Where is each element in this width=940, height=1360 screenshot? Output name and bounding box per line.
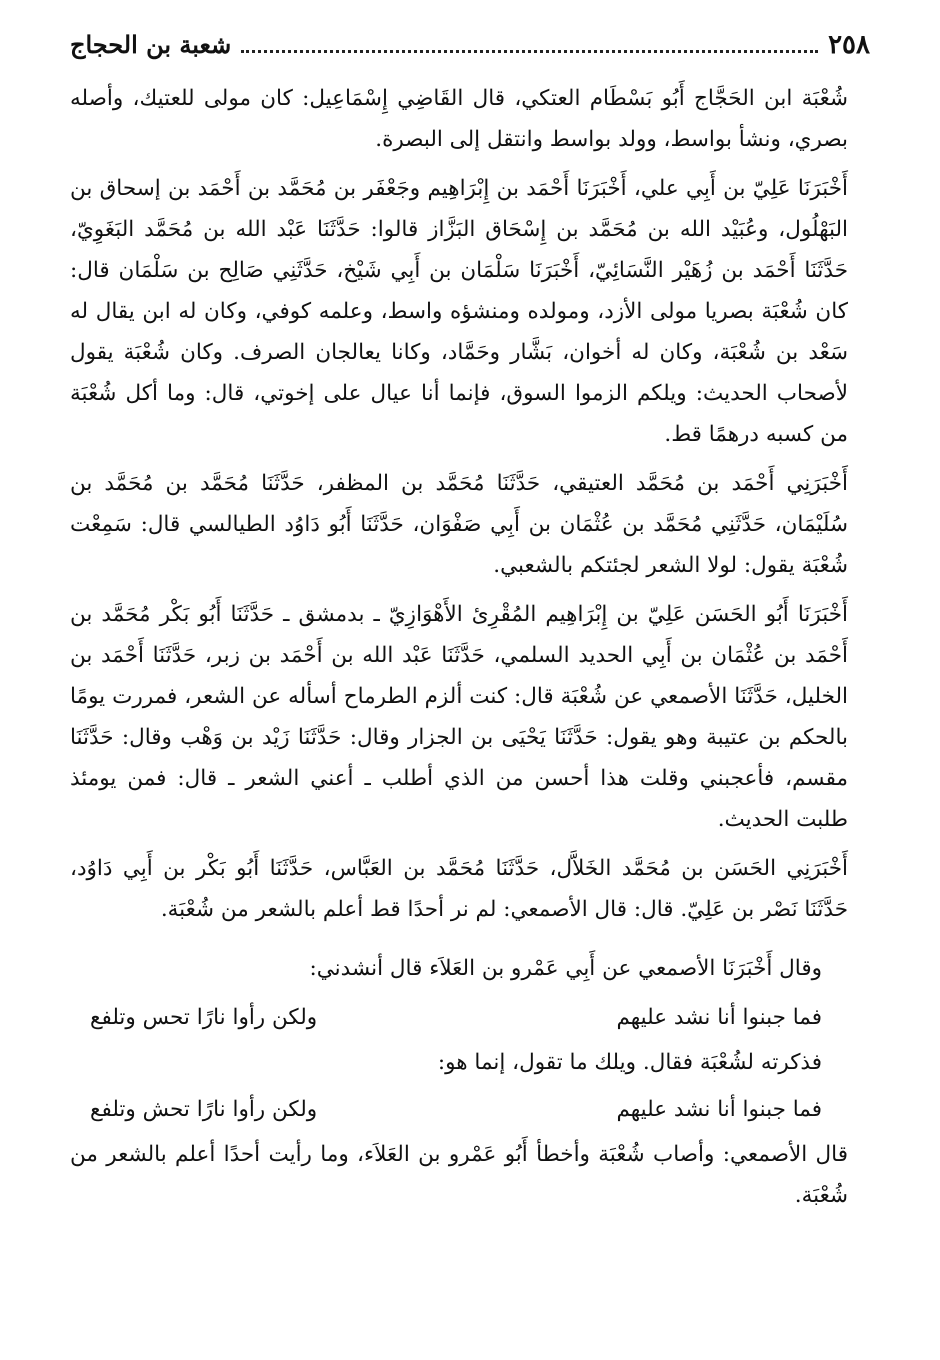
verse-line-1 (70, 997, 848, 1038)
paragraph: أَخْبَرَنِي أَحْمَد بن مُحَمَّد العتيقي، حَدَّثَنَا مُحَمَّد بن المظفر، حَدَّثَنَا مُحَمَّد بن مُحَمَّد بن سُلَيْمَان، حَدَّثَنِي مُحَمَّد بن عُثْمَان بن أَبِي صَفْوَان، حَدَّثَنَا أَبُو دَاوُد الطيالسي قال: سَمِعْت شُعْبَة يقول: لولا الشعر لجئتكم بالشعبي. (70, 471, 848, 578)
verse-hemistich-first: فما جبنوا أنا نشد عليهم (616, 1005, 822, 1030)
verse-line-2 (70, 1089, 848, 1130)
verse-hemistich-first: فما جبنوا أنا نشد عليهم (616, 1097, 822, 1122)
page-body (70, 78, 848, 1224)
verse-comment: فذكرته لشُعْبَة فقال. ويلك ما تقول، إنما هو: (437, 1050, 822, 1075)
verse-hemistich-second: ولكن رأوا نارًا تحش وتلفع (90, 1097, 318, 1122)
paragraph: أَخْبَرَنَا أَبُو الحَسَن عَلِيّ بن إِبْرَاهِيم المُقْرِئ الأَهْوَازِيّ ـ بدمشق ـ حَدَّثَنَا أَبُو بَكْر مُحَمَّد بن أَحْمَد بن عُثْمَان بن أَبِي الحديد السلمي، حَدَّثَنَا عَبْد الله بن أَحْمَد بن زبر، حَدَّثَنَا أَحْمَد بن الخليل، حَدَّثَنَا الأصمعي عن شُعْبَة قال: كنت ألزم الطرماح أسأله عن الشعر، فمررت يومًا بالحكم بن عتيبة وهو يقول: حَدَّثَنَا يَحْيَى بن الجزار وقال: حَدَّثَنَا زَيْد بن وَهْب وقال: حَدَّثَنَا مقسم، فأعجبني وقلت هذا أحسن من الذي أطلب ـ أعني الشعر ـ قال: فمن يومئذ طلبت الحديث. (70, 602, 848, 832)
running-head (70, 30, 870, 60)
dotted-leader (241, 50, 818, 53)
verse-hemistich-second: ولكن رأوا نارًا تحس وتلفع (90, 1005, 318, 1030)
chapter-title: شعبة بن الحجاج (70, 30, 232, 59)
closing-paragraph: قال الأصمعي: وأصاب شُعْبَة وأخطأ أَبُو عَمْرو بن العَلاَء، وما رأيت أحدًا أعلم بالشعر من شُعْبَة. (70, 1142, 848, 1208)
paragraph: أَخْبَرَنِي الحَسَن بن مُحَمَّد الخَلاَّل، حَدَّثَنَا مُحَمَّد بن العَبَّاس، حَدَّثَنَا أَبُو بَكْر بن أَبِي دَاوُد، حَدَّثَنَا نَصْر بن عَلِيّ. قال: قال الأصمعي: لم نر أحدًا قط أعلم بالشعر من شُعْبَة. (70, 856, 848, 922)
verse-intro: وقال أَخْبَرَنَا الأصمعي عن أَبِي عَمْرو بن العَلاَء قال أنشدني: (309, 956, 822, 981)
paragraph: أَخْبَرَنَا عَلِيّ بن أَبِي علي، أَخْبَرَنَا أَحْمَد بن إِبْرَاهِيم وجَعْفَر بن مُحَمَّد بن أَحْمَد بن إسحاق بن البَهْلُول، وعُبَيْد الله بن مُحَمَّد بن إِسْحَاق البَزَّاز قالوا: حَدَّثَنَا عَبْد الله بن مُحَمَّد البَغَوِيّ، حَدَّثَنَا أَحْمَد بن زُهَيْر النَّسَائِيّ، أَخْبَرَنَا سَلْمَان بن أَبِي شَيْخ، حَدَّثَنِي صَالِح بن سَلْمَان قال: كان شُعْبَة بصريا مولى الأزد، ومولده ومنشؤه واسط، وعلمه كوفي، وكان له ابن يقال له سَعْد بن شُعْبَة، وكان له أخوان، بَشَّار وحَمَّاد، وكانا يعالجان الصرف. وكان شُعْبَة يقول لأصحاب الحديث: ويلكم الزموا السوق، فإنما أنا عيال على إخوتي، قال: وما أكل شُعْبَة من كسبه درهمًا قط. (70, 176, 848, 447)
paragraph: شُعْبَة ابن الحَجَّاج أَبُو بَسْطَام العتكي، قال القَاضِي إِسْمَاعِيل: كان مولى للعتيك، وأصله بصري، ونشأ بواسط، وولد بواسط وانتقل إلى البصرة. (70, 86, 848, 152)
page-number: ٢٥٨ (828, 30, 870, 60)
